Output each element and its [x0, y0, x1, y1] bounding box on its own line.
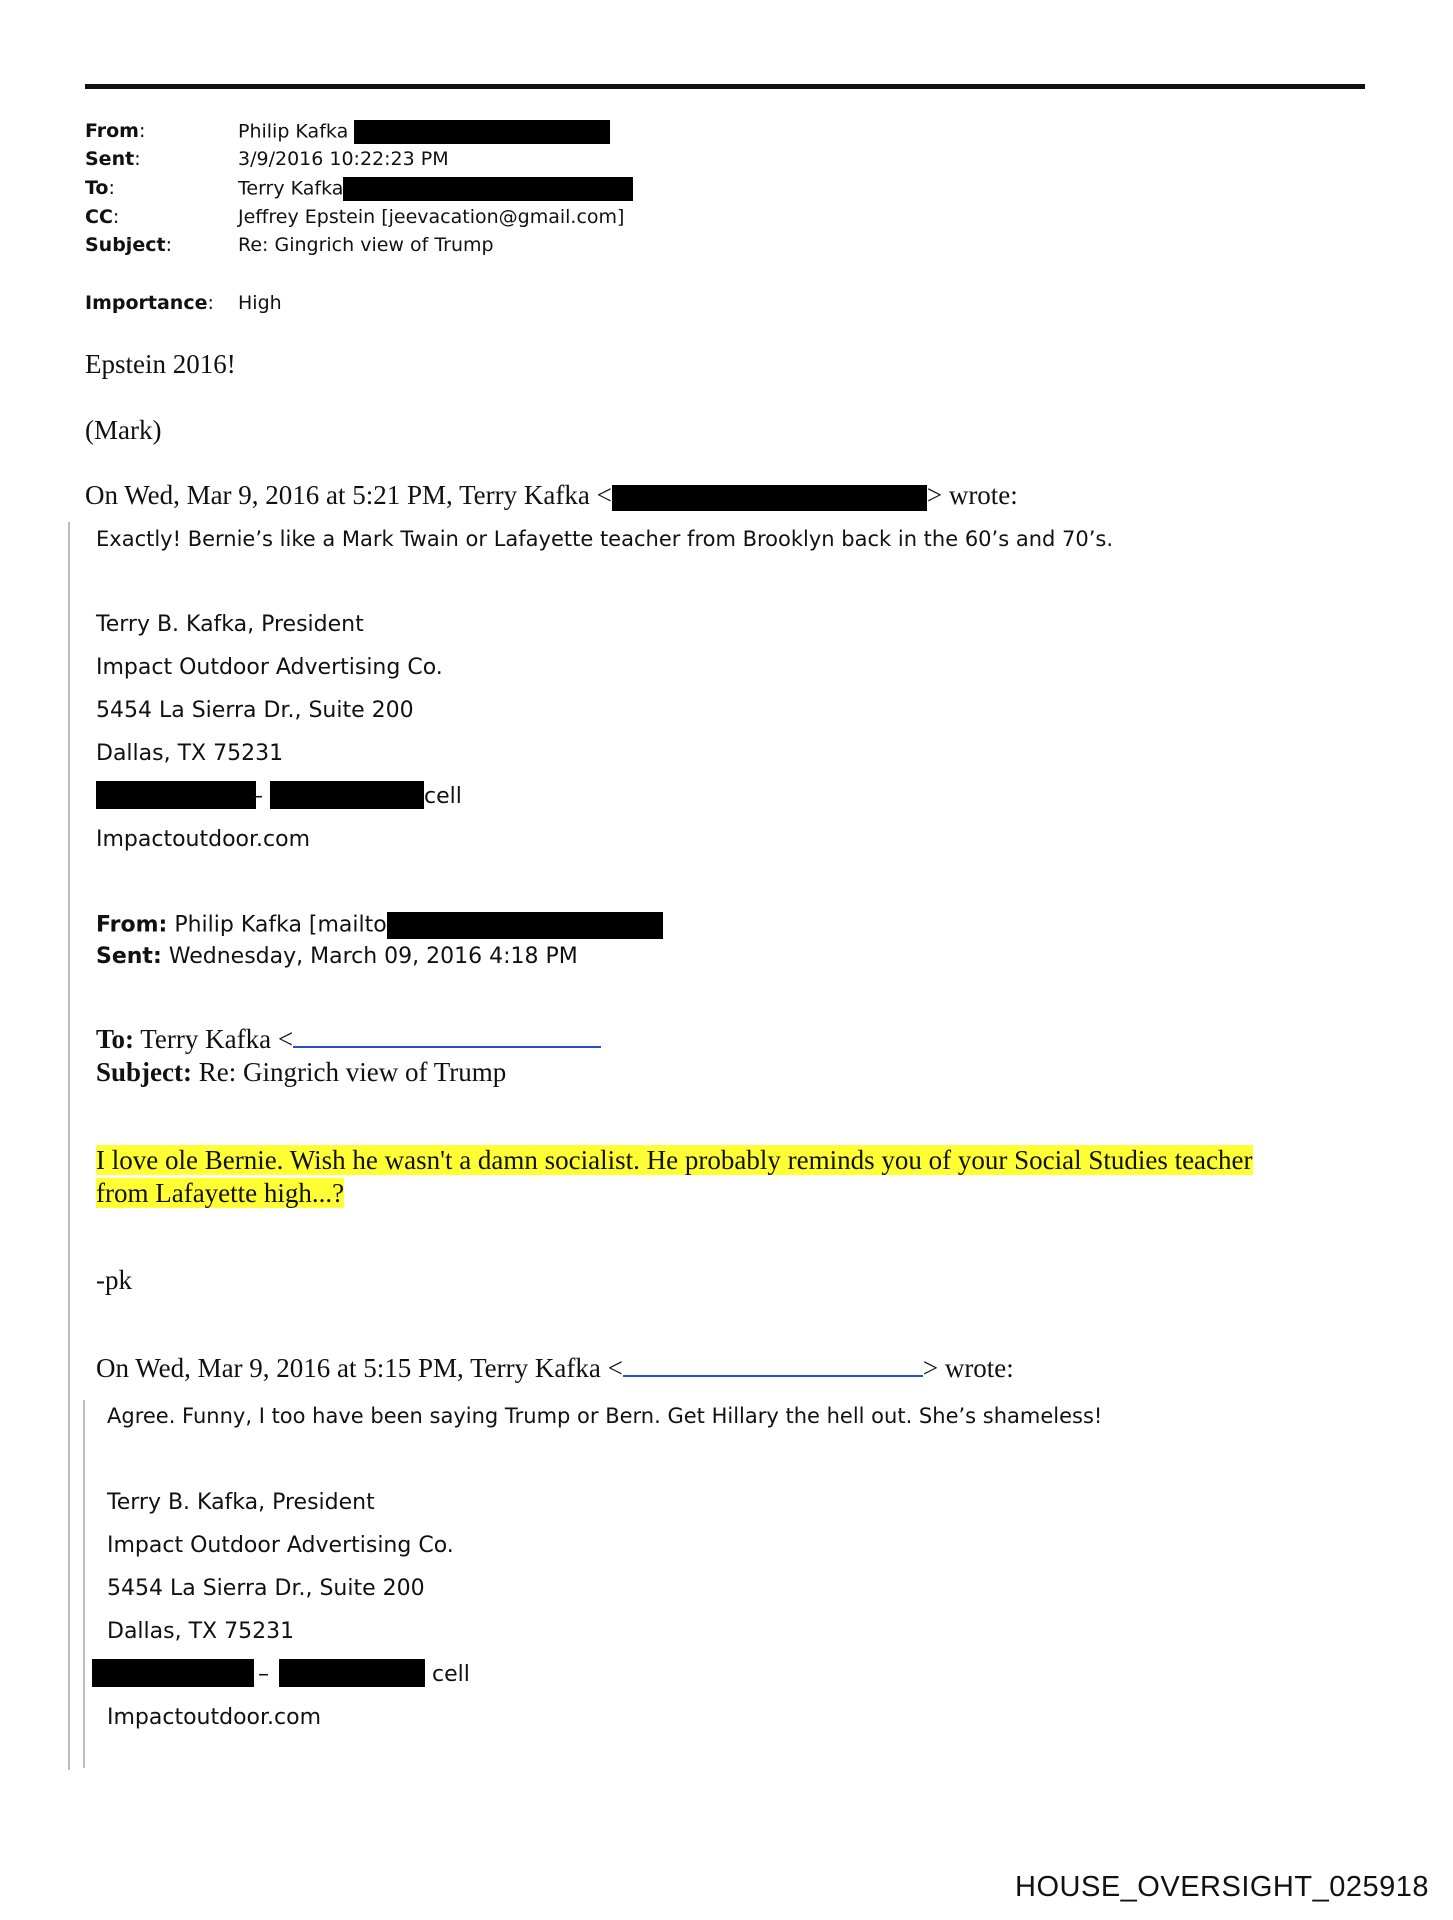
body-line-2: (Mark) [85, 415, 162, 445]
quote1-sig-dash: – [252, 784, 263, 809]
quote1-sig-city: Dallas, TX 75231 [96, 741, 284, 766]
bates-number: HOUSE_OVERSIGHT_025918 [1015, 1871, 1429, 1903]
quote2-sig-cell: cell [432, 1662, 470, 1687]
header-subject-label: Subject: [85, 234, 172, 256]
fwd-message-line-1: I love ole Bernie. Wish he wasn't a damn socialist. He probably reminds you of your Social Studies teacher [96, 1145, 1253, 1175]
header-from-value: Philip Kafka [238, 120, 610, 144]
quote2-message: Agree. Funny, I too have been saying Trump or Bern. Get Hillary the hell out. She’s shameless! [107, 1404, 1103, 1428]
header-subject-value: Re: Gingrich view of Trump [238, 234, 494, 256]
body-line-1: Epstein 2016! [85, 349, 236, 379]
quote2-sig-city: Dallas, TX 75231 [107, 1619, 295, 1644]
fwd-message-line-2: from Lafayette high...? [96, 1178, 345, 1208]
redaction-block [343, 177, 633, 201]
header-sent-label: Sent: [85, 148, 141, 170]
fwd-signoff: -pk [96, 1265, 132, 1295]
quote2-sig-dash: – [258, 1662, 269, 1687]
redacted-email-link[interactable] [623, 1353, 923, 1377]
quote2-sig-website: Impactoutdoor.com [107, 1705, 322, 1730]
redaction-block [612, 485, 927, 511]
quote1-sig-website: Impactoutdoor.com [96, 827, 311, 852]
redaction-block [354, 120, 610, 144]
quote2-sig-company: Impact Outdoor Advertising Co. [107, 1533, 454, 1558]
top-rule [85, 84, 1365, 89]
quote-bar-outer [68, 522, 70, 1770]
quote-bar-inner [83, 1400, 85, 1768]
fwd-sent: Sent: Wednesday, March 09, 2016 4:18 PM [96, 944, 578, 969]
fwd-from: From: Philip Kafka [mailto [96, 912, 663, 939]
header-importance-label: Importance: [85, 292, 214, 314]
header-to-label: To: [85, 177, 115, 199]
header-cc-value: Jeffrey Epstein [jeevacation@gmail.com] [238, 206, 625, 228]
redaction-block [279, 1659, 425, 1687]
header-from-label: From: [85, 120, 146, 142]
quote2-sig-address: 5454 La Sierra Dr., Suite 200 [107, 1576, 425, 1601]
redaction-block [387, 912, 663, 939]
header-to-value: Terry Kafka [238, 177, 633, 201]
quote1-sig-cell: cell [424, 784, 462, 809]
redaction-block [270, 781, 424, 809]
quote2-intro: On Wed, Mar 9, 2016 at 5:15 PM, Terry Kafka < > wrote: [96, 1353, 1014, 1383]
quote1-sig-address: 5454 La Sierra Dr., Suite 200 [96, 698, 414, 723]
header-sent-value: 3/9/2016 10:22:23 PM [238, 148, 449, 170]
quote2-sig-name: Terry B. Kafka, President [107, 1490, 375, 1515]
quote1-sig-name: Terry B. Kafka, President [96, 612, 364, 637]
fwd-to: To: Terry Kafka < [96, 1024, 601, 1055]
quote1-intro: On Wed, Mar 9, 2016 at 5:21 PM, Terry Kafka < > wrote: [85, 480, 1018, 510]
quote1-message: Exactly! Bernie’s like a Mark Twain or Lafayette teacher from Brooklyn back in the 60’s and 70’s. [96, 527, 1114, 551]
redacted-email-link[interactable] [293, 1024, 601, 1048]
redaction-block [92, 1659, 254, 1687]
redaction-block [96, 781, 256, 809]
quote1-sig-company: Impact Outdoor Advertising Co. [96, 655, 443, 680]
fwd-subject: Subject: Re: Gingrich view of Trump [96, 1057, 507, 1087]
header-importance-value: High [238, 292, 282, 314]
header-cc-label: CC: [85, 206, 120, 228]
